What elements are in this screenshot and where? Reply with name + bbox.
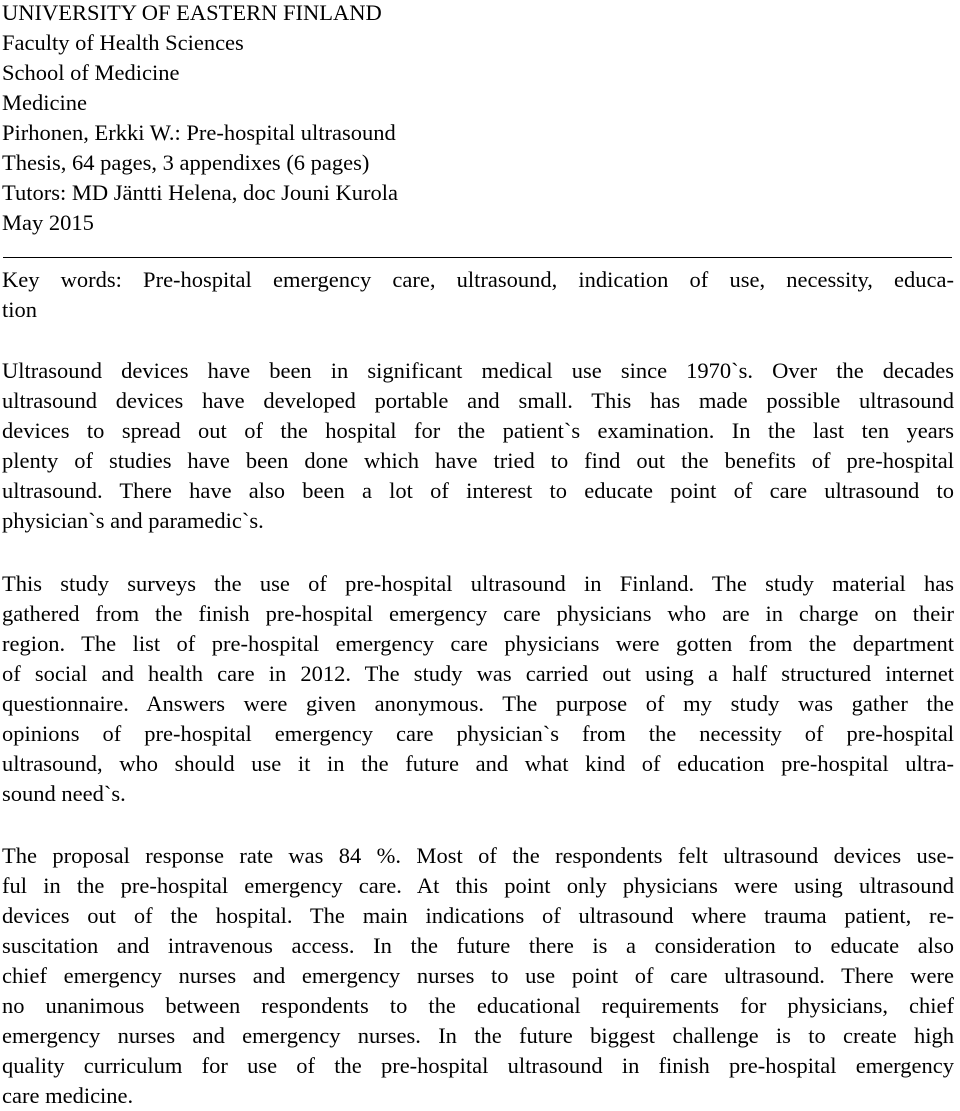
paragraph-line: Ultrasound devices have been in significant medical use since 1970`s. Over the decades bbox=[2, 358, 954, 383]
paragraph-line: physician`s and paramedic`s. bbox=[2, 508, 264, 533]
author-title: Pirhonen, Erkki W.: Pre-hospital ultrasound bbox=[2, 120, 396, 145]
faculty-name: Faculty of Health Sciences bbox=[2, 30, 244, 55]
paragraph-line: ultrasound, who should use it in the future and what kind of education pre-hospital ultra- bbox=[2, 751, 954, 776]
thesis-extent: Thesis, 64 pages, 3 appendixes (6 pages) bbox=[2, 150, 370, 175]
paragraph-line: ultrasound devices have developed portable and small. This has made possible ultrasound bbox=[2, 388, 954, 413]
tutors-line: Tutors: MD Jäntti Helena, doc Jouni Kurola bbox=[2, 180, 399, 205]
thesis-date: May 2015 bbox=[2, 210, 94, 235]
programme-name: Medicine bbox=[2, 90, 87, 115]
paragraph-line: devices out of the hospital. The main indications of ultrasound where trauma patient, re- bbox=[2, 903, 954, 928]
paragraph-line: quality curriculum for use of the pre-hospital ultrasound in finish pre-hospital emergency bbox=[2, 1053, 954, 1078]
paragraph-line: ultrasound. There have also been a lot of interest to educate point of care ultrasound to bbox=[2, 478, 954, 503]
paragraph-line: chief emergency nurses and emergency nurses to use point of care ultrasound. There were bbox=[2, 963, 954, 988]
paragraph-line: care medicine. bbox=[2, 1083, 134, 1108]
paragraph-line: no unanimous between respondents to the educational requirements for physicians, chief bbox=[2, 993, 954, 1018]
paragraph-line: This study surveys the use of pre-hospital ultrasound in Finland. The study material has bbox=[2, 571, 954, 596]
thesis-header bbox=[2, 0, 902, 238]
paragraph-line: devices to spread out of the hospital for the patient`s examination. In the last ten years bbox=[2, 418, 954, 443]
paragraph-line: of social and health care in 2012. The study was carried out using a half structured internet bbox=[2, 661, 954, 686]
abstract-paragraph-3 bbox=[2, 841, 954, 1111]
paragraph-line: suscitation and intravenous access. In the future there is a consideration to educate also bbox=[2, 933, 954, 958]
paragraph-line: ful in the pre-hospital emergency care. At this point only physicians were using ultrasound bbox=[2, 873, 954, 898]
paragraph-line: The proposal response rate was 84 %. Most of the respondents felt ultrasound devices use- bbox=[2, 843, 954, 868]
paragraph-line: plenty of studies have been done which have tried to find out the benefits of pre-hospital bbox=[2, 448, 954, 473]
paragraph-line: opinions of pre-hospital emergency care physician`s from the necessity of pre-hospital bbox=[2, 721, 954, 746]
keywords-line: Key words: Pre-hospital emergency care, ultrasound, indication of use, necessity, educa- bbox=[2, 267, 954, 292]
paragraph-line: sound need`s. bbox=[2, 781, 126, 806]
paragraph-line: questionnaire. Answers were given anonymous. The purpose of my study was gather the bbox=[2, 691, 954, 716]
keywords-block bbox=[2, 265, 954, 325]
paragraph-line: gathered from the finish pre-hospital emergency care physicians who are in charge on their bbox=[2, 601, 954, 626]
school-name: School of Medicine bbox=[2, 60, 180, 85]
paragraph-line: emergency nurses and emergency nurses. In the future biggest challenge is to create high bbox=[2, 1023, 954, 1048]
keywords-line: tion bbox=[2, 297, 38, 322]
abstract-paragraph-2 bbox=[2, 569, 954, 809]
header-divider bbox=[3, 257, 952, 258]
abstract-paragraph-1 bbox=[2, 356, 954, 536]
university-name: UNIVERSITY OF EASTERN FINLAND bbox=[2, 0, 382, 25]
paragraph-line: region. The list of pre-hospital emergency care physicians were gotten from the department bbox=[2, 631, 954, 656]
